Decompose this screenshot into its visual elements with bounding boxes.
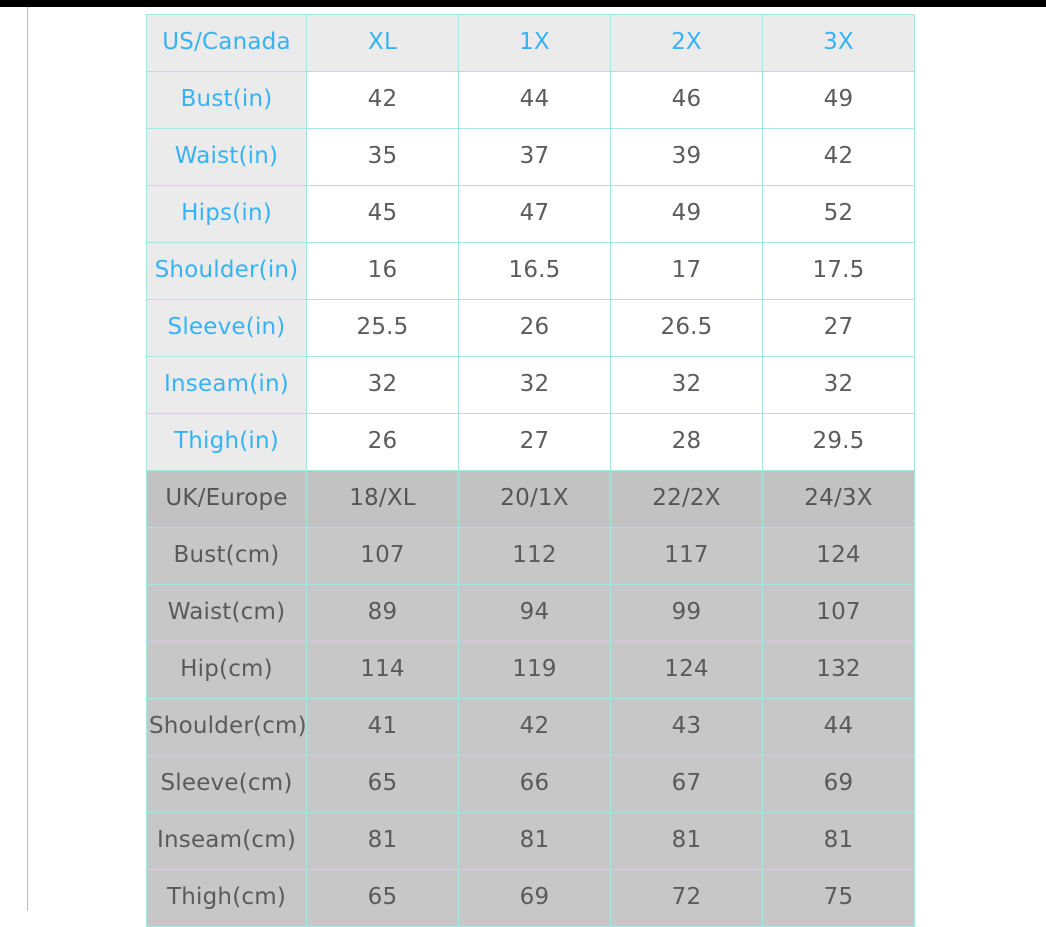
cell-value: 42 <box>459 699 611 756</box>
cell-value: 46 <box>611 72 763 129</box>
cell-header-201x: 20/1X <box>459 471 611 528</box>
table-row <box>147 357 915 414</box>
cell-value: 72 <box>611 870 763 927</box>
cell-value: 99 <box>611 585 763 642</box>
cell-value: 16.5 <box>459 243 611 300</box>
cell-value: 41 <box>307 699 459 756</box>
size-chart-table <box>146 14 915 927</box>
cell-header-1x: 1X <box>459 15 611 72</box>
table-row <box>147 642 915 699</box>
cell-value: 65 <box>307 756 459 813</box>
row-label: Inseam(cm) <box>147 813 307 870</box>
cell-value: 17 <box>611 243 763 300</box>
cell-value: 124 <box>763 528 915 585</box>
cell-value: 89 <box>307 585 459 642</box>
cell-value: 28 <box>611 414 763 471</box>
cell-value: 114 <box>307 642 459 699</box>
table-row <box>147 414 915 471</box>
table-row <box>147 699 915 756</box>
cell-value: 112 <box>459 528 611 585</box>
cell-value: 25.5 <box>307 300 459 357</box>
row-label: Shoulder(cm) <box>147 699 307 756</box>
cell-value: 66 <box>459 756 611 813</box>
cell-value: 39 <box>611 129 763 186</box>
cell-value: 107 <box>763 585 915 642</box>
cell-value: 26.5 <box>611 300 763 357</box>
size-chart-container <box>146 14 914 927</box>
cell-value: 119 <box>459 642 611 699</box>
table-row <box>147 300 915 357</box>
cell-value: 42 <box>307 72 459 129</box>
cell-value: 94 <box>459 585 611 642</box>
cell-header-2x: 2X <box>611 15 763 72</box>
cell-value: 69 <box>459 870 611 927</box>
row-label: Bust(cm) <box>147 528 307 585</box>
cell-value: 75 <box>763 870 915 927</box>
table-row <box>147 756 915 813</box>
row-label: Thigh(cm) <box>147 870 307 927</box>
row-label: Waist(in) <box>147 129 307 186</box>
cell-value: 32 <box>611 357 763 414</box>
cell-header-18xl: 18/XL <box>307 471 459 528</box>
row-label: Sleeve(in) <box>147 300 307 357</box>
table-row <box>147 528 915 585</box>
cell-header-3x: 3X <box>763 15 915 72</box>
table-row-header-imperial <box>147 15 915 72</box>
row-label: Hip(cm) <box>147 642 307 699</box>
cell-value: 27 <box>459 414 611 471</box>
cell-value: 45 <box>307 186 459 243</box>
table-row <box>147 186 915 243</box>
row-label: Hips(in) <box>147 186 307 243</box>
cell-value: 16 <box>307 243 459 300</box>
cell-value: 44 <box>459 72 611 129</box>
cell-value: 67 <box>611 756 763 813</box>
table-row <box>147 813 915 870</box>
cell-value: 81 <box>307 813 459 870</box>
cell-value: 124 <box>611 642 763 699</box>
cell-value: 26 <box>459 300 611 357</box>
cell-header-243x: 24/3X <box>763 471 915 528</box>
table-row <box>147 585 915 642</box>
cell-value: 32 <box>763 357 915 414</box>
row-label: Inseam(in) <box>147 357 307 414</box>
page-left-rule <box>27 7 28 911</box>
cell-value: 132 <box>763 642 915 699</box>
cell-value: 35 <box>307 129 459 186</box>
table-row <box>147 72 915 129</box>
top-black-bar <box>0 0 1046 7</box>
row-label: Bust(in) <box>147 72 307 129</box>
cell-value: 27 <box>763 300 915 357</box>
cell-value: 49 <box>611 186 763 243</box>
cell-value: 17.5 <box>763 243 915 300</box>
cell-value: 107 <box>307 528 459 585</box>
table-row-header-metric <box>147 471 915 528</box>
table-row <box>147 870 915 927</box>
cell-value: 29.5 <box>763 414 915 471</box>
cell-value: 32 <box>459 357 611 414</box>
cell-value: 42 <box>763 129 915 186</box>
cell-value: 49 <box>763 72 915 129</box>
cell-value: 44 <box>763 699 915 756</box>
cell-value: 52 <box>763 186 915 243</box>
cell-value: 65 <box>307 870 459 927</box>
cell-value: 37 <box>459 129 611 186</box>
cell-value: 69 <box>763 756 915 813</box>
table-row <box>147 243 915 300</box>
table-row <box>147 129 915 186</box>
cell-value: 117 <box>611 528 763 585</box>
row-label: Thigh(in) <box>147 414 307 471</box>
cell-header-us-canada: US/Canada <box>147 15 307 72</box>
cell-header-uk-europe: UK/Europe <box>147 471 307 528</box>
row-label: Waist(cm) <box>147 585 307 642</box>
cell-header-xl: XL <box>307 15 459 72</box>
row-label: Sleeve(cm) <box>147 756 307 813</box>
cell-value: 43 <box>611 699 763 756</box>
cell-value: 81 <box>459 813 611 870</box>
cell-value: 32 <box>307 357 459 414</box>
cell-value: 26 <box>307 414 459 471</box>
cell-header-222x: 22/2X <box>611 471 763 528</box>
cell-value: 81 <box>611 813 763 870</box>
row-label: Shoulder(in) <box>147 243 307 300</box>
cell-value: 47 <box>459 186 611 243</box>
cell-value: 81 <box>763 813 915 870</box>
